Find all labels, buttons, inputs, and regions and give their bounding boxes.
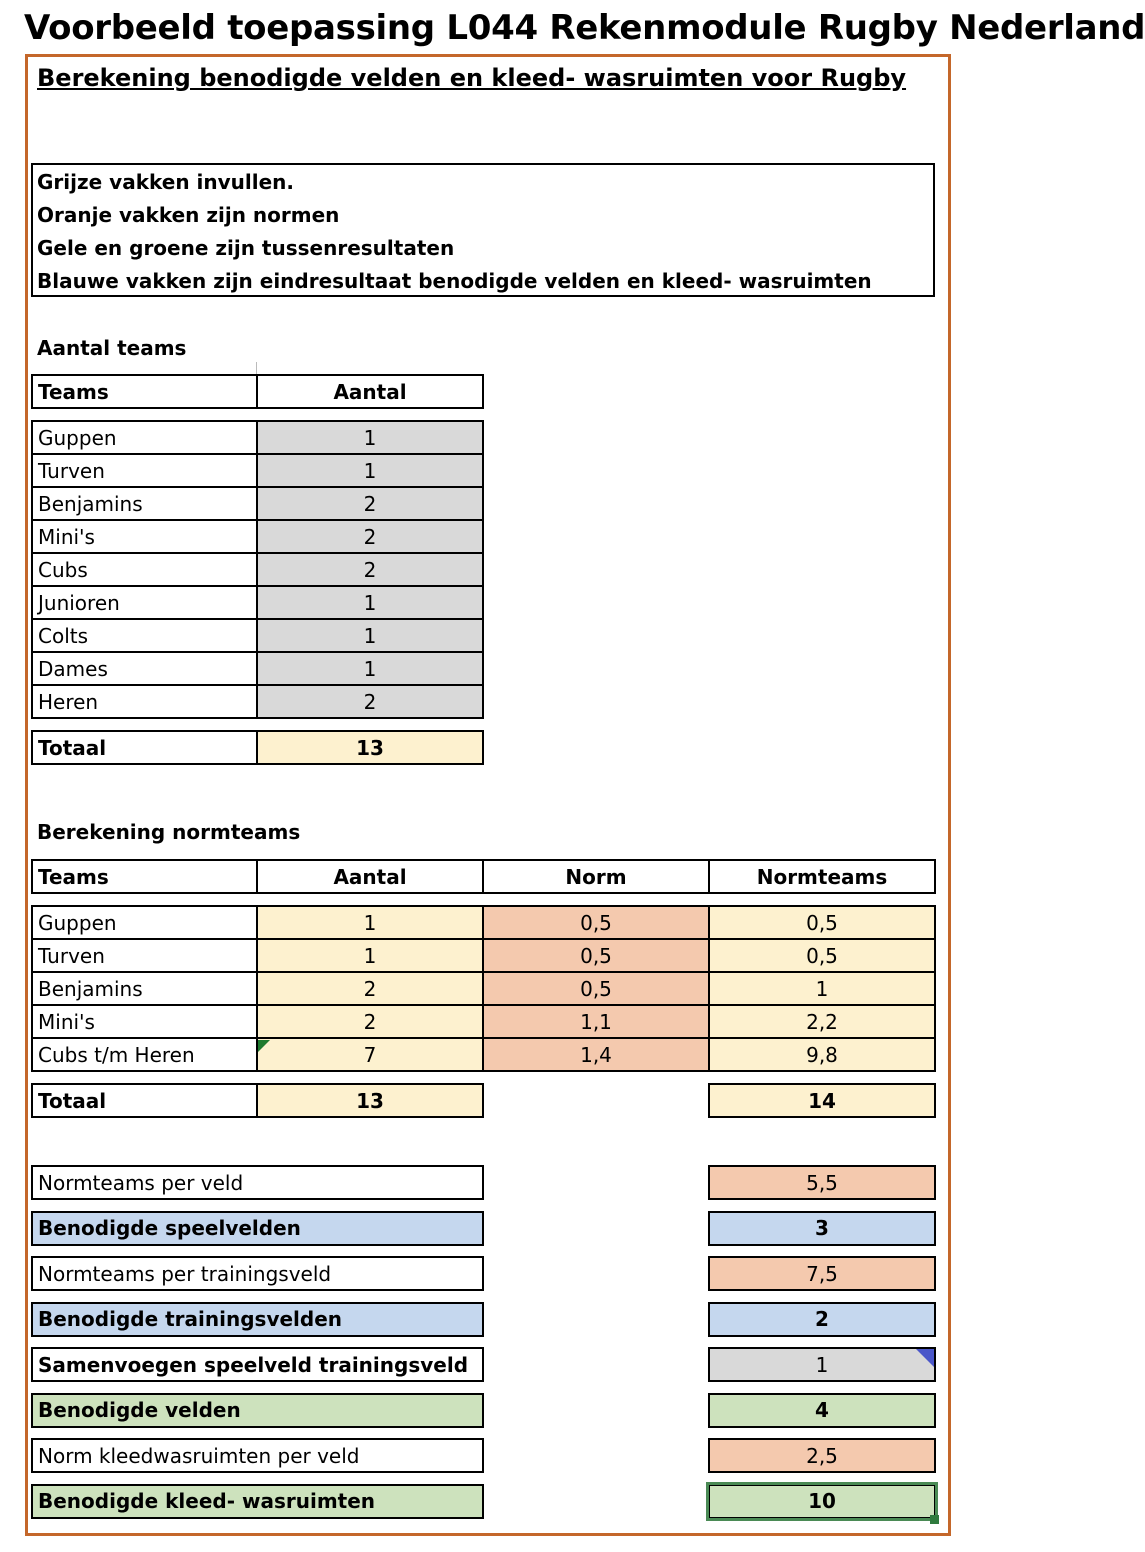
legend-line-grey: Grijze vakken invullen. [37, 170, 295, 194]
teams-header-aantal: Aantal [256, 374, 484, 409]
norm-row-aantal[interactable]: 2 [256, 971, 484, 1006]
teams-row-name: Cubs [31, 552, 258, 587]
norm-row-norm[interactable]: 1,4 [482, 1037, 710, 1072]
teams-row-name: Heren [31, 684, 258, 719]
teams-total-value[interactable]: 13 [256, 730, 484, 765]
norm-row-norm[interactable]: 0,5 [482, 971, 710, 1006]
benodigde-velden-label: Benodigde velden [31, 1393, 484, 1428]
sheet-subtitle: Berekening benodigde velden en kleed- wasruimten voor Rugby [37, 64, 907, 92]
norm-total-aantal[interactable]: 13 [256, 1083, 484, 1118]
teams-row-aantal-input[interactable]: 1 [256, 651, 484, 686]
normteams-per-veld-value[interactable]: 5,5 [708, 1165, 936, 1200]
norm-kleedwasruimten-value[interactable]: 2,5 [708, 1438, 936, 1473]
teams-row-name: Benjamins [31, 486, 258, 521]
teams-row-aantal-input[interactable]: 2 [256, 552, 484, 587]
norm-section-heading: Berekening normteams [37, 820, 301, 844]
norm-row-normteams[interactable]: 0,5 [708, 938, 936, 973]
samenvoegen-velden-label: Samenvoegen speelveld trainingsveld [31, 1347, 484, 1382]
legend-line-blue: Blauwe vakken zijn eindresultaat benodigde velden en kleed- wasruimten [37, 269, 872, 293]
teams-row-aantal-input[interactable]: 1 [256, 585, 484, 620]
legend-line-orange: Oranje vakken zijn normen [37, 203, 340, 227]
norm-row-name: Guppen [31, 905, 258, 940]
teams-row-aantal-input[interactable]: 1 [256, 420, 484, 455]
norm-kleedwasruimten-label: Norm kleedwasruimten per veld [31, 1438, 484, 1473]
comment-indicator[interactable] [916, 1349, 934, 1367]
benodigde-trainingsvelden-label: Benodigde trainingsvelden [31, 1302, 484, 1337]
teams-header-teams: Teams [31, 374, 258, 409]
teams-row-aantal-input[interactable]: 2 [256, 519, 484, 554]
norm-row-norm[interactable]: 0,5 [482, 905, 710, 940]
norm-row-normteams[interactable]: 0,5 [708, 905, 936, 940]
norm-row-aantal[interactable]: 1 [256, 938, 484, 973]
teams-row-name: Mini's [31, 519, 258, 554]
benodigde-velden-value[interactable]: 4 [708, 1393, 936, 1428]
teams-row-name: Dames [31, 651, 258, 686]
normteams-per-trainingsveld-label: Normteams per trainingsveld [31, 1256, 484, 1291]
teams-row-name: Colts [31, 618, 258, 653]
benodigde-speelvelden-label: Benodigde speelvelden [31, 1211, 484, 1246]
norm-header-aantal: Aantal [256, 859, 484, 894]
normteams-per-trainingsveld-value[interactable]: 7,5 [708, 1256, 936, 1291]
norm-total-normteams[interactable]: 14 [708, 1083, 936, 1118]
samenvoegen-velden-value[interactable]: 1 [708, 1347, 936, 1382]
teams-row-name: Junioren [31, 585, 258, 620]
selection-fill-handle[interactable] [930, 1515, 939, 1524]
norm-row-name: Mini's [31, 1004, 258, 1039]
page-title: Voorbeeld toepassing L044 Rekenmodule Rugby Nederland [24, 8, 1145, 48]
norm-row-aantal[interactable]: 1 [256, 905, 484, 940]
benodigde-trainingsvelden-value[interactable]: 2 [708, 1302, 936, 1337]
norm-row-name: Cubs t/m Heren [31, 1037, 258, 1072]
formula-warning-indicator [258, 1040, 270, 1052]
teams-total-label: Totaal [31, 730, 258, 765]
norm-row-norm[interactable]: 1,1 [482, 1004, 710, 1039]
teams-row-name: Guppen [31, 420, 258, 455]
teams-section-heading: Aantal teams [37, 336, 187, 360]
norm-total-label: Totaal [31, 1083, 258, 1118]
norm-row-normteams[interactable]: 9,8 [708, 1037, 936, 1072]
norm-header-teams: Teams [31, 859, 258, 894]
teams-row-aantal-input[interactable]: 1 [256, 453, 484, 488]
norm-row-name: Turven [31, 938, 258, 973]
norm-row-aantal[interactable]: 7 [256, 1037, 484, 1072]
norm-row-normteams[interactable]: 1 [708, 971, 936, 1006]
gridline [256, 362, 257, 374]
legend-line-yellow-green: Gele en groene zijn tussenresultaten [37, 236, 455, 260]
benodigde-kleedwasruimten-label: Benodigde kleed- wasruimten [31, 1484, 484, 1519]
teams-row-aantal-input[interactable]: 1 [256, 618, 484, 653]
teams-row-name: Turven [31, 453, 258, 488]
teams-row-aantal-input[interactable]: 2 [256, 486, 484, 521]
benodigde-speelvelden-value[interactable]: 3 [708, 1211, 936, 1246]
normteams-per-veld-label: Normteams per veld [31, 1165, 484, 1200]
benodigde-kleedwasruimten-value[interactable]: 10 [708, 1484, 936, 1519]
norm-row-aantal[interactable]: 2 [256, 1004, 484, 1039]
teams-row-aantal-input[interactable]: 2 [256, 684, 484, 719]
norm-row-normteams[interactable]: 2,2 [708, 1004, 936, 1039]
norm-row-norm[interactable]: 0,5 [482, 938, 710, 973]
norm-header-norm: Norm [482, 859, 710, 894]
norm-row-name: Benjamins [31, 971, 258, 1006]
norm-header-normteams: Normteams [708, 859, 936, 894]
